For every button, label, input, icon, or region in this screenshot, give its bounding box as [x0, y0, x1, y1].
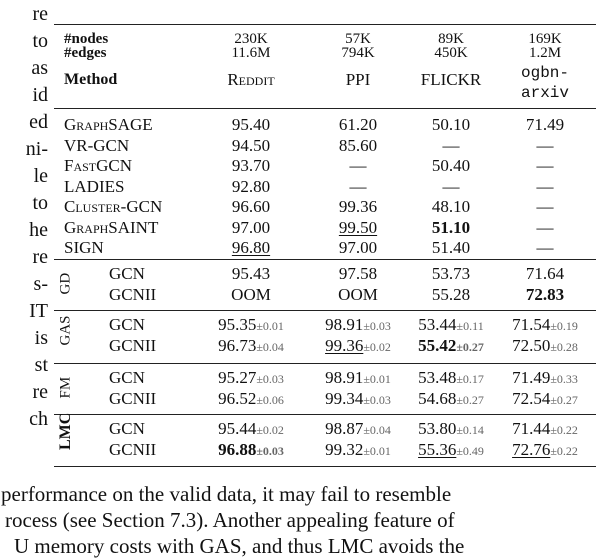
group-label-gas: GAS [57, 315, 74, 346]
table-cell: 95.44±0.02 [218, 419, 284, 438]
table-cell: 51.10 [431, 217, 471, 237]
col-reddit-name: Reddit [227, 70, 275, 89]
method-name: GCN [109, 315, 145, 334]
text-fragment: is [34, 327, 48, 349]
table-cell: 53.73 [431, 264, 471, 283]
gas-rule [54, 310, 596, 311]
table-cell: — [536, 135, 554, 155]
table-cell: 96.80 [231, 238, 271, 257]
table-cell: 99.32±0.01 [325, 440, 391, 459]
lmc-rule [54, 414, 596, 415]
table-cell: 93.70 [231, 156, 271, 175]
col-ppi-edges: 794K [341, 45, 375, 61]
results-table [54, 24, 596, 470]
col-reddit-nodes: 230K [234, 31, 268, 47]
group-label-lmc: LMC [57, 412, 74, 450]
text-fragment: as [31, 57, 48, 79]
table-cell: 50.40 [431, 156, 471, 175]
text-fragment: he [29, 219, 48, 241]
table-cell: 95.35±0.01 [218, 315, 284, 334]
table-cell: 99.36±0.02 [325, 336, 391, 355]
table-cell: 53.44±0.11 [418, 315, 484, 334]
body-text-line: performance on the valid data, it may fail to resemble [1, 482, 452, 506]
table-cell: — [536, 156, 554, 175]
table-cell: — [349, 156, 367, 175]
method-name: GCNII [109, 285, 157, 304]
table-cell: 61.20 [338, 115, 378, 134]
body-text-line: rocess (see Section 7.3). Another appealing feature of [5, 508, 455, 532]
table-cell: 71.64 [525, 264, 565, 283]
table-cell: 55.28 [431, 285, 471, 304]
table-cell: — [442, 176, 460, 196]
group-label-fm: FM [57, 376, 74, 399]
table-cell: 92.80 [231, 176, 271, 196]
text-fragment: re [32, 246, 48, 268]
table-cell: 72.76±0.22 [512, 440, 578, 459]
col-ppi-nodes: 57K [345, 31, 371, 47]
text-fragment: re [32, 381, 48, 403]
table-cell: 96.88±0.03 [218, 440, 284, 459]
table-cell: 94.50 [231, 135, 271, 155]
table-cell: 98.91±0.01 [325, 368, 391, 387]
table-cell: 72.83 [525, 285, 565, 304]
table-cell: — [442, 135, 460, 155]
table-cell: — [536, 217, 554, 237]
table-cell: 53.48±0.17 [418, 368, 484, 387]
table-cell: 53.80±0.14 [418, 419, 484, 438]
col-flickr-edges: 450K [434, 45, 468, 61]
table-cell: 55.42±0.27 [418, 336, 484, 355]
table-cell: 95.27±0.03 [218, 368, 284, 387]
method-name: GCN [109, 264, 145, 283]
header-rule [54, 108, 596, 109]
col-flickr-nodes: 89K [438, 31, 464, 47]
method-name: SIGN [64, 238, 104, 257]
col-reddit-edges: 11.6M [231, 45, 271, 61]
text-fragment: to [32, 192, 48, 214]
method-name: GCN [109, 419, 145, 438]
text-fragment: ed [29, 111, 48, 133]
table-cell: — [536, 176, 554, 196]
method-name: LADIES [64, 176, 125, 196]
table-cell: OOM [231, 285, 271, 304]
table-cell: 54.68±0.27 [418, 389, 484, 408]
table-cell: 97.00 [231, 217, 271, 237]
table-cell: 71.44±0.22 [512, 419, 578, 438]
table-cell: 95.40 [231, 115, 271, 134]
table-cell: 99.34±0.03 [325, 389, 391, 408]
text-fragment: id [32, 84, 48, 106]
group-label-gd: GD [57, 272, 74, 295]
table-cell: 72.54±0.27 [512, 389, 578, 408]
table-cell: 71.49 [525, 115, 565, 134]
col-ppi-name: PPI [345, 70, 371, 89]
table-bottom-rule [54, 466, 596, 467]
table-cell: 95.43 [231, 264, 271, 283]
text-fragment: IT [29, 300, 48, 322]
method-name: GraphSAGE [64, 115, 153, 134]
table-cell: 99.50 [338, 217, 378, 237]
text-fragment: le [33, 165, 48, 187]
col-arxiv-edges: 1.2M [528, 45, 562, 61]
table-cell: 96.60 [231, 197, 271, 216]
table-cell: 71.49±0.33 [512, 368, 578, 387]
table-cell: — [536, 238, 554, 257]
col-flickr-name: FLICKR [420, 70, 482, 89]
method-name: FastGCN [64, 156, 133, 175]
table-cell: — [536, 197, 554, 216]
table-cell: 50.10 [431, 115, 471, 134]
text-fragment: ch [29, 408, 48, 430]
method-name: Cluster-GCN [64, 197, 163, 216]
table-cell: 97.00 [338, 238, 378, 257]
table-cell: 55.36±0.49 [418, 440, 484, 459]
text-fragment: to [32, 30, 48, 52]
table-cell: — [349, 176, 367, 196]
table-cell: 98.91±0.03 [325, 315, 391, 334]
col-arxiv-name-1: ogbn- [520, 64, 570, 82]
table-cell: 72.50±0.28 [512, 336, 578, 355]
text-fragment: st [34, 354, 48, 376]
table-cell: OOM [338, 285, 378, 304]
method-name: GraphSAINT [64, 217, 159, 237]
table-cell: 48.10 [431, 197, 471, 216]
text-fragment: s- [33, 273, 48, 295]
table-cell: 98.87±0.04 [325, 419, 391, 438]
table-cell: 96.73±0.04 [218, 336, 284, 355]
col-arxiv-nodes: 169K [528, 31, 562, 47]
method-name: VR-GCN [64, 135, 130, 155]
nodes-label: #nodes [64, 31, 109, 47]
body-text-line: U memory costs with GAS, and thus LMC avoids the [14, 534, 465, 558]
text-fragment: ni- [25, 138, 48, 160]
table-cell: 85.60 [338, 135, 378, 155]
col-arxiv-name-2: arxiv [520, 84, 570, 102]
table-top-rule [54, 24, 596, 25]
table-cell: 99.36 [338, 197, 378, 216]
method-name: GCN [109, 368, 145, 387]
table-cell: 71.54±0.19 [512, 315, 578, 334]
gd-rule [54, 259, 596, 260]
text-fragment: re [32, 3, 48, 25]
method-name: GCNII [109, 336, 157, 355]
method-header: Method [64, 71, 118, 88]
edges-label: #edges [64, 45, 107, 61]
table-cell: 96.52±0.06 [218, 389, 284, 408]
table-cell: 97.58 [338, 264, 378, 283]
table-cell: 51.40 [431, 238, 471, 257]
method-name: GCNII [109, 389, 157, 408]
method-name: GCNII [109, 440, 157, 459]
fm-rule [54, 363, 596, 364]
